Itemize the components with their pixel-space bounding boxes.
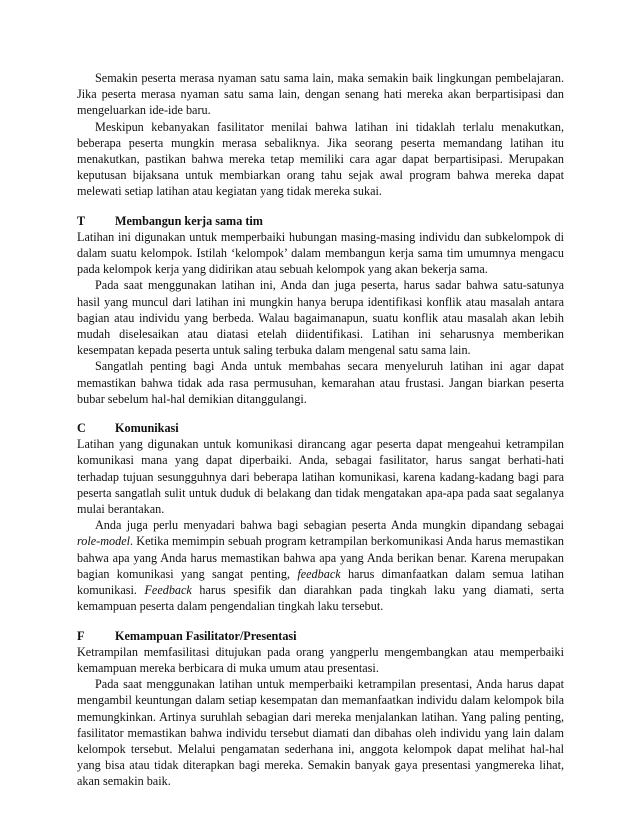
text-run: harus spesifik dan diarahkan pada tingkah laku yang diamati, serta kemampuan peserta dalam pengendalian tingkah laku tersebut. — [77, 583, 565, 614]
text-run: Anda juga perlu menyadari bahwa bagi sebagian peserta Anda mungkin dipandang sebagai — [95, 518, 564, 533]
section-title: Membangun kerja sama tim — [115, 213, 263, 228]
section-heading-facilitator-presentation — [77, 628, 564, 644]
team-building-paragraph-2: Pada saat menggunakan latihan ini, Anda dan juga peserta, harus sadar bahwa satu-satunya hasil yang muncul dari latihan ini mungkin hanya berupa identifikasi konflik atau masalah antara bagian atau individu yang berbeda. Walau bagaimanapun, suatu konflik atau masalah akan lebih mudah diselesaikan atau diatasi etelah diidentifikasi. Latihan ini seharusnya memberikan kesempatan kepada peserta untuk saling terbuka dalam mengenal satu sama lain. — [77, 278, 564, 358]
italic-term-feedback: Feedback — [144, 583, 192, 598]
team-building-paragraph-3: Sangatlah penting bagi Anda untuk membahas secara menyeluruh latihan ini agar dapat memastikan bahwa tidak ada rasa permusuhan, kemarahan atau frustasi. Jangan biarkan peserta bubar sebelum hal-hal demikian ditanggulangi. — [77, 359, 564, 406]
section-letter: F — [77, 628, 85, 643]
intro-paragraph-1: Semakin peserta merasa nyaman satu sama lain, maka semakin baik lingkungan pembelajaran. Jika peserta merasa nyaman satu sama lain, dengan senang hati mereka akan berpartisipasi dan mengeluarkan ide-ide baru. — [77, 71, 564, 118]
intro-paragraph-2: Meskipun kebanyakan fasilitator menilai bahwa latihan ini tidaklah terlalu menakutkan, beberapa peserta mungkin merasa sebaliknya. Jika seorang peserta memandang latihan itu menakutkan, pastikan bahwa mereka tetap memiliki cara agar dapat berpartisipasi. Merupakan keputusan bijaksana untuk membiarkan orang tahu sejak awal program bahwa mereka dapat melewati setiap latihan atau kegiatan yang tidak mereka sukai. — [77, 119, 564, 199]
section-letter: T — [77, 213, 86, 228]
communication-paragraph-1: Latihan yang digunakan untuk komunikasi dirancang agar peserta dapat mengeahui ketrampilan komunikasi mana yang dapat diperbaiki. Anda, sebagai fasilitator, harus sangat berhati-hati terhadap tujuan sesungguhnya dari beberapa latihan komunikasi, karena kadang-kadang bagi para peserta sangatlah sulit untuk duduk di belakang dan tidak mengatakan apa-apa pada saat segalanya mulai berantakan. — [77, 437, 564, 517]
facilitator-paragraph-1: Ketrampilan memfasilitasi ditujukan pada orang yangperlu mengembangkan atau memperbaiki kemampuan mereka berbicara di muka umum atau presentasi. — [77, 644, 564, 675]
text-run: . Ketika memimpin sebuah program ketrampilan berkomunikasi Anda harus memastikan bahwa apa yang Anda harus memastikan bahwa apa yang Anda berikan benar. Karena merupakan bagian komunikasi yang sangat penting, — [77, 534, 564, 581]
section-heading-communication — [77, 420, 564, 436]
team-building-paragraph-1: Latihan ini digunakan untuk memperbaiki hubungan masing-masing individu dan subkelompok di dalam suatu kelompok. Istilah ‘kelompok’ dalam membangun kerja sama tim umumnya mengacu pada kelompok kerja yang didirikan atau sebuah kelompok yang akan bekerja sama. — [77, 229, 564, 277]
facilitator-paragraph-2: Pada saat menggunakan latihan untuk memperbaiki ketrampilan presentasi, Anda harus dapat mengambil keuntungan dalam setiap kesempatan dan memanfaatkan individu dalam kelompok bila memungkinkan. Artinya suruhlah sebagian dari mereka menjalankan latihan. Yang paling penting, fasilitator memastikan bahwa individu tersebut diamati dan dibahas oleh individu yang lain dalam kelompok tersebut. Melalui pengamatan sederhana ini, anggota kelompok dapat melihat hal-hal yang bisa atau tidak diterapkan bagi mereka. Semakin banyak gaya presentasi yangmereka lihat, akan semakin baik. — [77, 677, 564, 789]
section-communication — [77, 420, 564, 614]
section-facilitator-presentation — [77, 628, 564, 790]
italic-term-role-model: role-model — [77, 534, 131, 549]
section-letter: C — [77, 421, 86, 436]
italic-term-feedback: feedback — [297, 566, 341, 581]
section-team-building — [77, 213, 564, 407]
text-run: harus dimanfaatkan dalam semua latihan komunikasi. — [77, 566, 564, 598]
section-title: Kemampuan Fasilitator/Presentasi — [115, 628, 297, 643]
communication-paragraph-2 — [77, 517, 564, 614]
section-heading-team-building — [77, 213, 564, 229]
document-page — [77, 70, 564, 790]
section-title: Komunikasi — [115, 421, 179, 436]
